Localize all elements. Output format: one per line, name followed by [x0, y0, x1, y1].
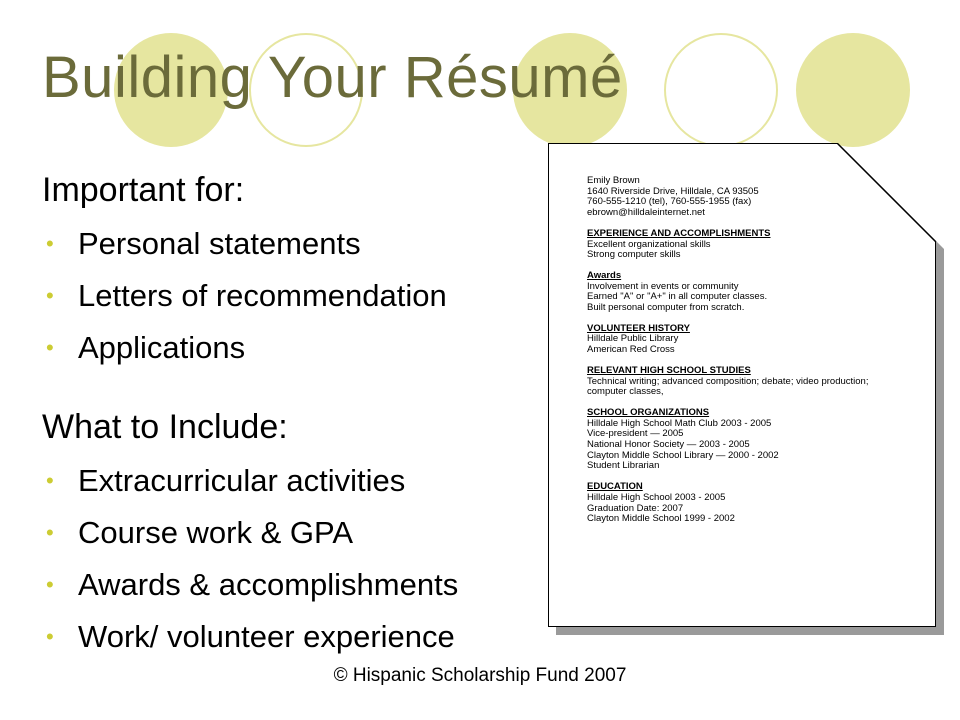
resume-line: Involvement in events or community [587, 280, 739, 292]
footer-copyright: © Hispanic Scholarship Fund 2007 [333, 665, 627, 686]
resume-section [587, 324, 887, 356]
list-item [44, 559, 458, 611]
resume-section-heading: SCHOOL ORGANIZATIONS [587, 406, 710, 418]
resume-phone: 760-555-1210 (tel), 760-555-1955 (fax) [587, 196, 752, 208]
list-item [44, 507, 458, 559]
bullet-icon: • [46, 468, 54, 493]
resume-section-heading: EDUCATION [587, 481, 643, 493]
bullet-icon: • [46, 283, 54, 308]
decor-circle-5 [796, 33, 910, 147]
resume-line: Vice-president — 2005 [587, 428, 684, 440]
resume-line: National Honor Society — 2003 - 2005 [587, 439, 750, 451]
list-item [44, 455, 458, 507]
resume-section [587, 366, 887, 398]
resume-line: Technical writing; advanced composition; debate; video production; computer classes, [587, 375, 869, 398]
important-heading: Important for: [42, 171, 245, 209]
resume-line: Graduation Date: 2007 [587, 502, 684, 514]
resume-line: Earned "A" or "A+" in all computer classes. [587, 291, 768, 303]
list-item-label: Work/ volunteer experience [78, 619, 455, 654]
resume-section-heading: Awards [587, 269, 622, 281]
bullet-icon: • [46, 572, 54, 597]
list-item-label: Awards & accomplishments [78, 567, 459, 602]
resume-name: Emily Brown [587, 175, 640, 186]
resume-line: Hilldale High School Math Club 2003 - 2005 [587, 417, 772, 429]
resume-line: Hilldale Public Library [587, 333, 679, 345]
include-heading: What to Include: [42, 408, 288, 446]
include-list [44, 455, 458, 663]
bullet-icon: • [46, 520, 54, 545]
list-item [44, 611, 458, 663]
resume-section-heading: RELEVANT HIGH SCHOOL STUDIES [587, 364, 751, 376]
resume-line: Hilldale High School 2003 - 2005 [587, 491, 726, 503]
list-item-label: Applications [78, 330, 246, 365]
bullet-icon: • [46, 624, 54, 649]
resume-line: Strong computer skills [587, 249, 681, 261]
resume-section [587, 229, 887, 261]
slide-title: Building Your Résumé [42, 45, 623, 110]
list-item-label: Letters of recommendation [78, 278, 447, 313]
resume-line: American Red Cross [587, 344, 675, 356]
resume-section-heading: VOLUNTEER HISTORY [587, 322, 690, 334]
resume-section [587, 408, 887, 472]
list-item [44, 322, 447, 374]
bullet-icon: • [46, 231, 54, 256]
resume-text [587, 176, 887, 525]
bullet-icon: • [46, 335, 54, 360]
important-list [44, 218, 447, 374]
list-item [44, 218, 447, 270]
list-item-label: Course work & GPA [78, 515, 354, 550]
decor-circle-4 [664, 33, 778, 147]
list-item-label: Extracurricular activities [78, 463, 406, 498]
resume-email: ebrown@hilldaleinternet.net [587, 207, 705, 219]
resume-line: Clayton Middle School Library — 2000 - 2002 [587, 449, 779, 461]
resume-line: Built personal computer from scratch. [587, 302, 745, 314]
resume-line: Student Librarian [587, 460, 660, 472]
resume-line: Clayton Middle School 1999 - 2002 [587, 513, 735, 525]
resume-line: Excellent organizational skills [587, 238, 711, 250]
resume-section [587, 482, 887, 525]
resume-address: 1640 Riverside Drive, Hilldale, CA 93505 [587, 185, 759, 197]
list-item [44, 270, 447, 322]
resume-section-heading: EXPERIENCE AND ACCOMPLISHMENTS [587, 227, 771, 239]
resume-section [587, 271, 887, 314]
list-item-label: Personal statements [78, 226, 361, 261]
